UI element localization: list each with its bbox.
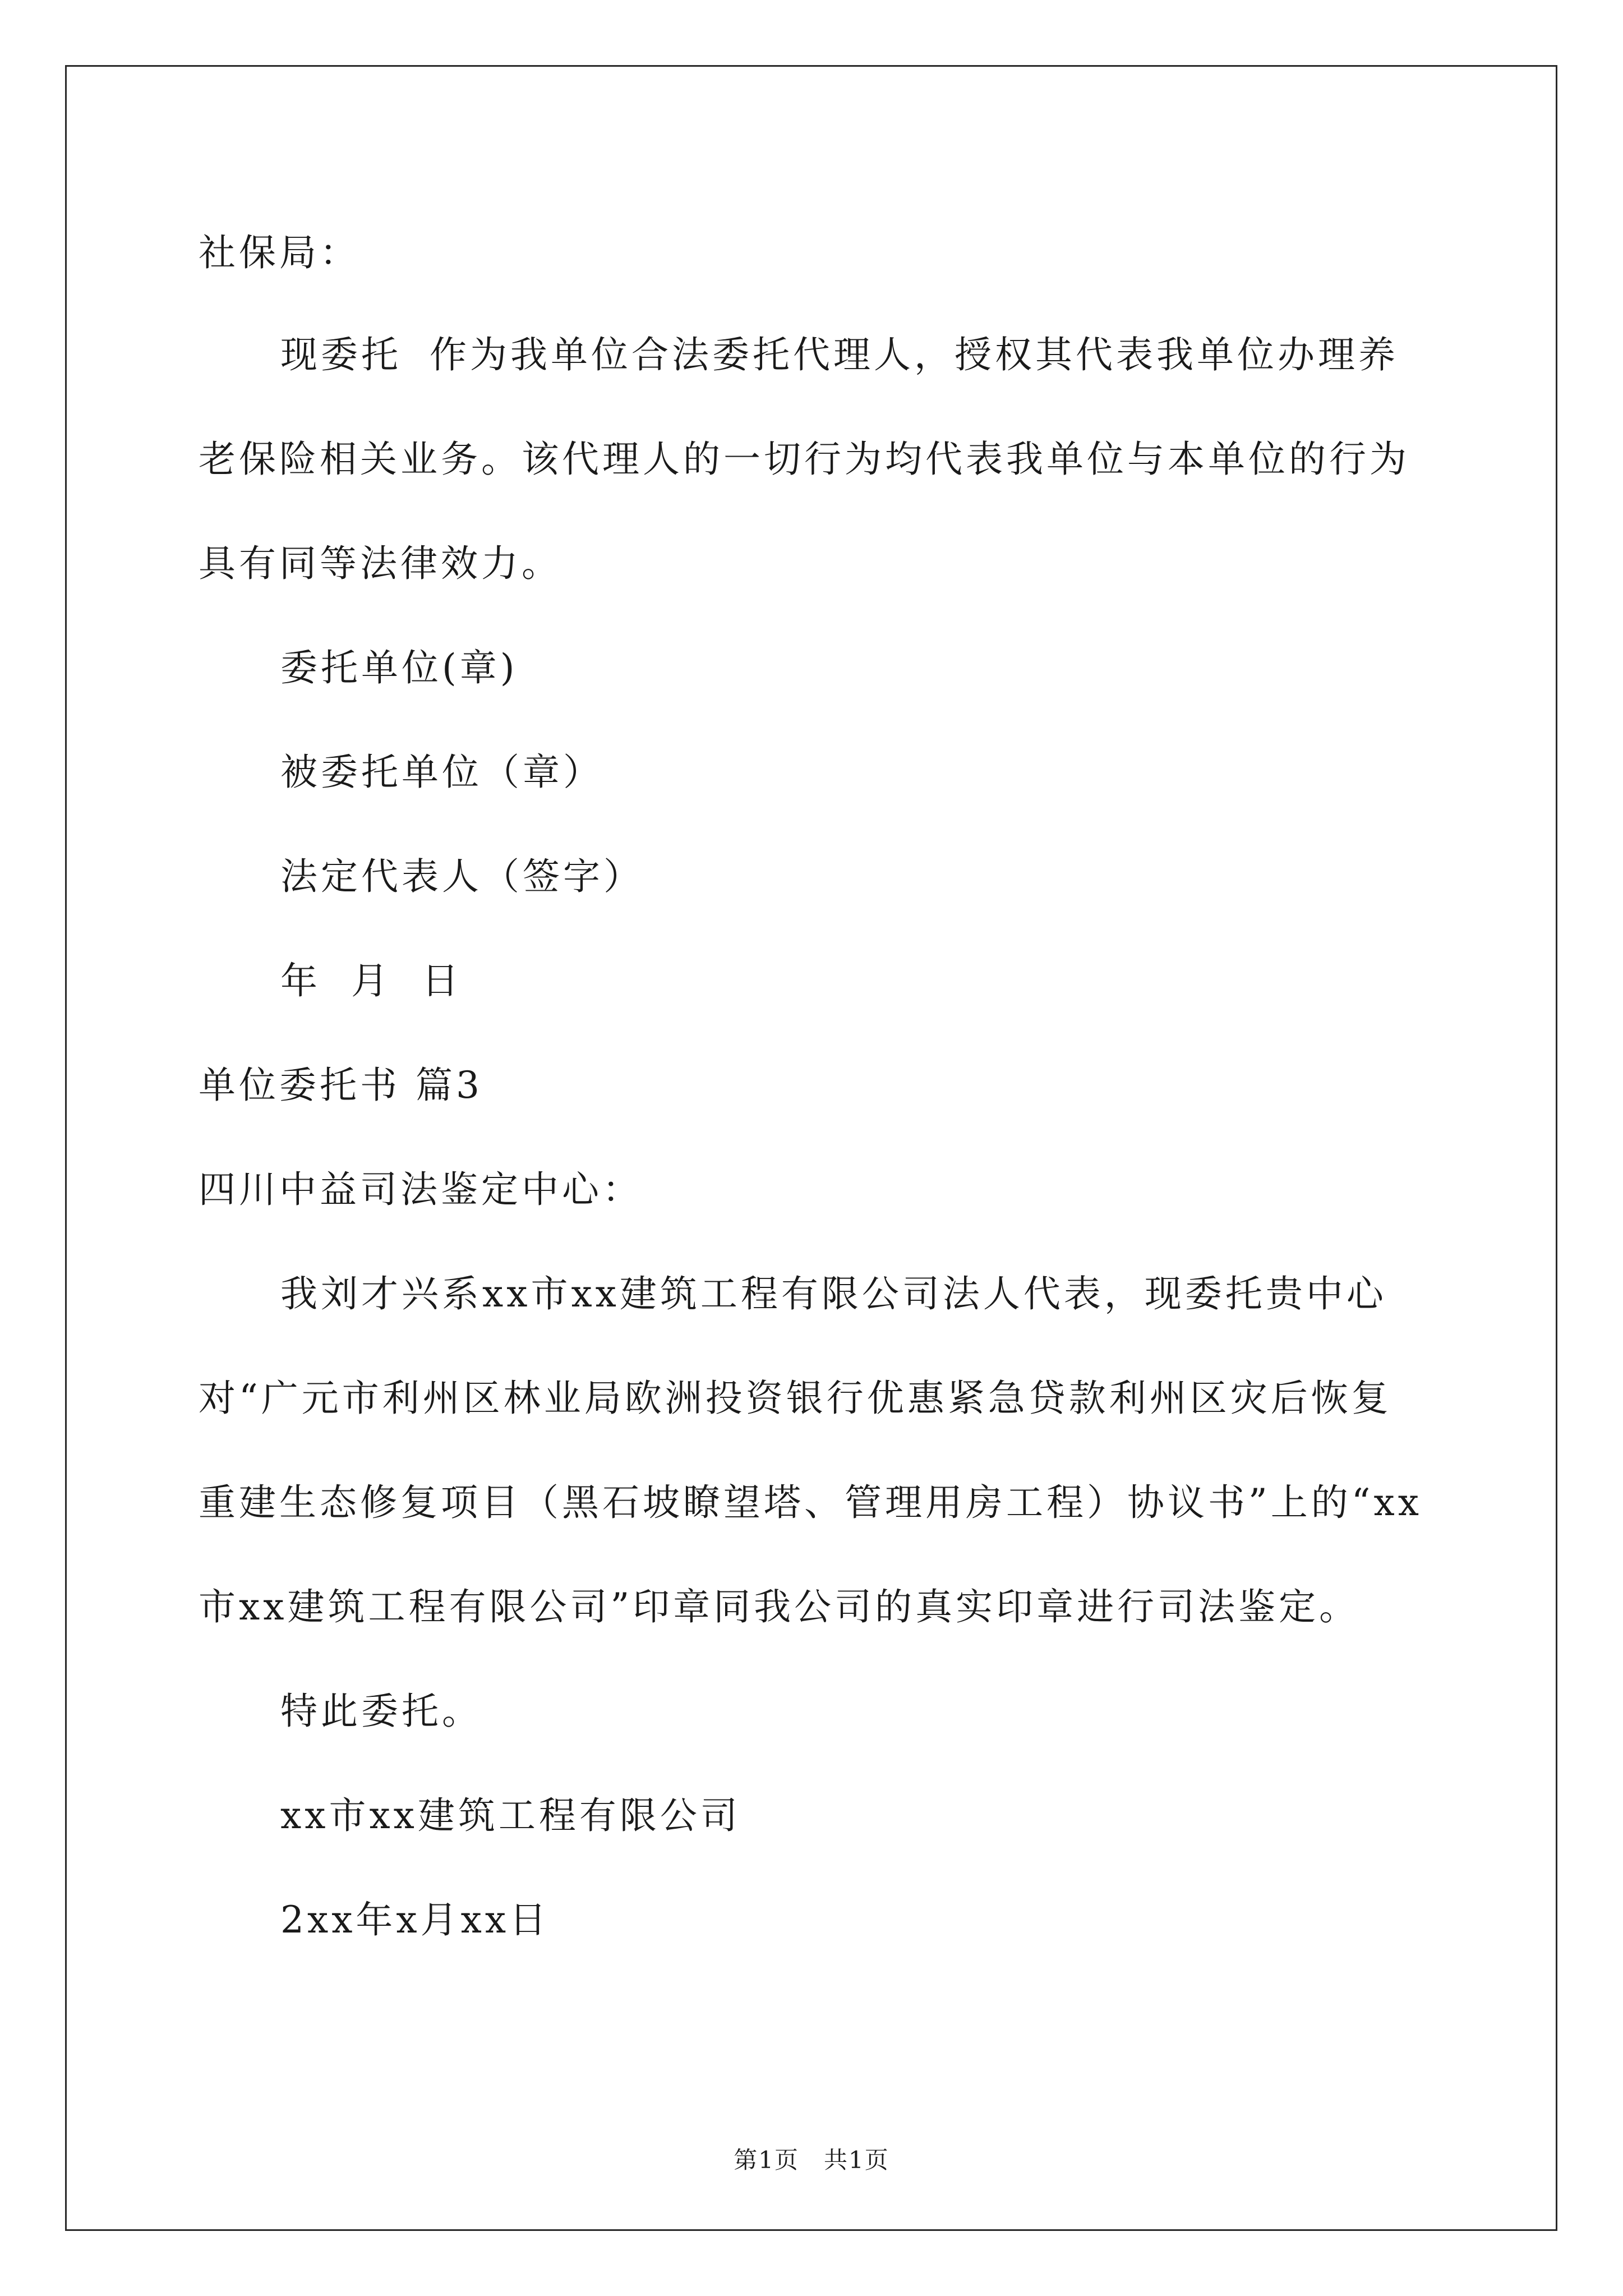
entrusting-unit-seal: 委托单位(章) [280, 646, 518, 689]
company-name: xx市xx建筑工程有限公司 [280, 1794, 741, 1837]
signature-date: 年 月 日 [280, 959, 462, 1002]
entrusted-unit-seal: 被委托单位（章） [280, 751, 603, 794]
paragraph-2-line-1: 我刘才兴系xx市xx建筑工程有限公司法人代表，现委托贵中心 [280, 1272, 1387, 1315]
document-date: 2xx年x月xx日 [280, 1898, 550, 1941]
closing-remark: 特此委托。 [280, 1690, 482, 1733]
paragraph-1-line-1-start: 现委托 [280, 333, 402, 376]
paragraph-2-line-4: 市xx建筑工程有限公司”印章同我公司的真实印章进行司法鉴定。 [199, 1585, 1360, 1628]
paragraph-1-line-1 [280, 333, 1399, 376]
paragraph-1-line-3: 具有同等法律效力。 [199, 542, 562, 585]
section-title: 单位委托书 篇3 [199, 1064, 483, 1107]
salutation-social-security-bureau: 社保局： [199, 231, 360, 274]
paragraph-1-line-2: 老保险相关业务。该代理人的一切行为均代表我单位与本单位的行为 [199, 438, 1410, 481]
paragraph-2-line-2: 对“广元市利州区林业局欧洲投资银行优惠紧急贷款利州区灾后恢复 [199, 1377, 1392, 1420]
paragraph-2-line-3: 重建生态修复项目（黑石坡瞭望塔、管理用房工程）协议书”上的“xx [199, 1481, 1422, 1524]
paragraph-1-line-1-rest: 作为我单位合法委托代理人，授权其代表我单位办理养 [430, 333, 1399, 376]
salutation-judicial-center: 四川中益司法鉴定中心： [199, 1168, 643, 1211]
legal-representative-signature: 法定代表人（签字） [280, 855, 644, 898]
page-footer: 第1页 共1页 [734, 2146, 889, 2174]
